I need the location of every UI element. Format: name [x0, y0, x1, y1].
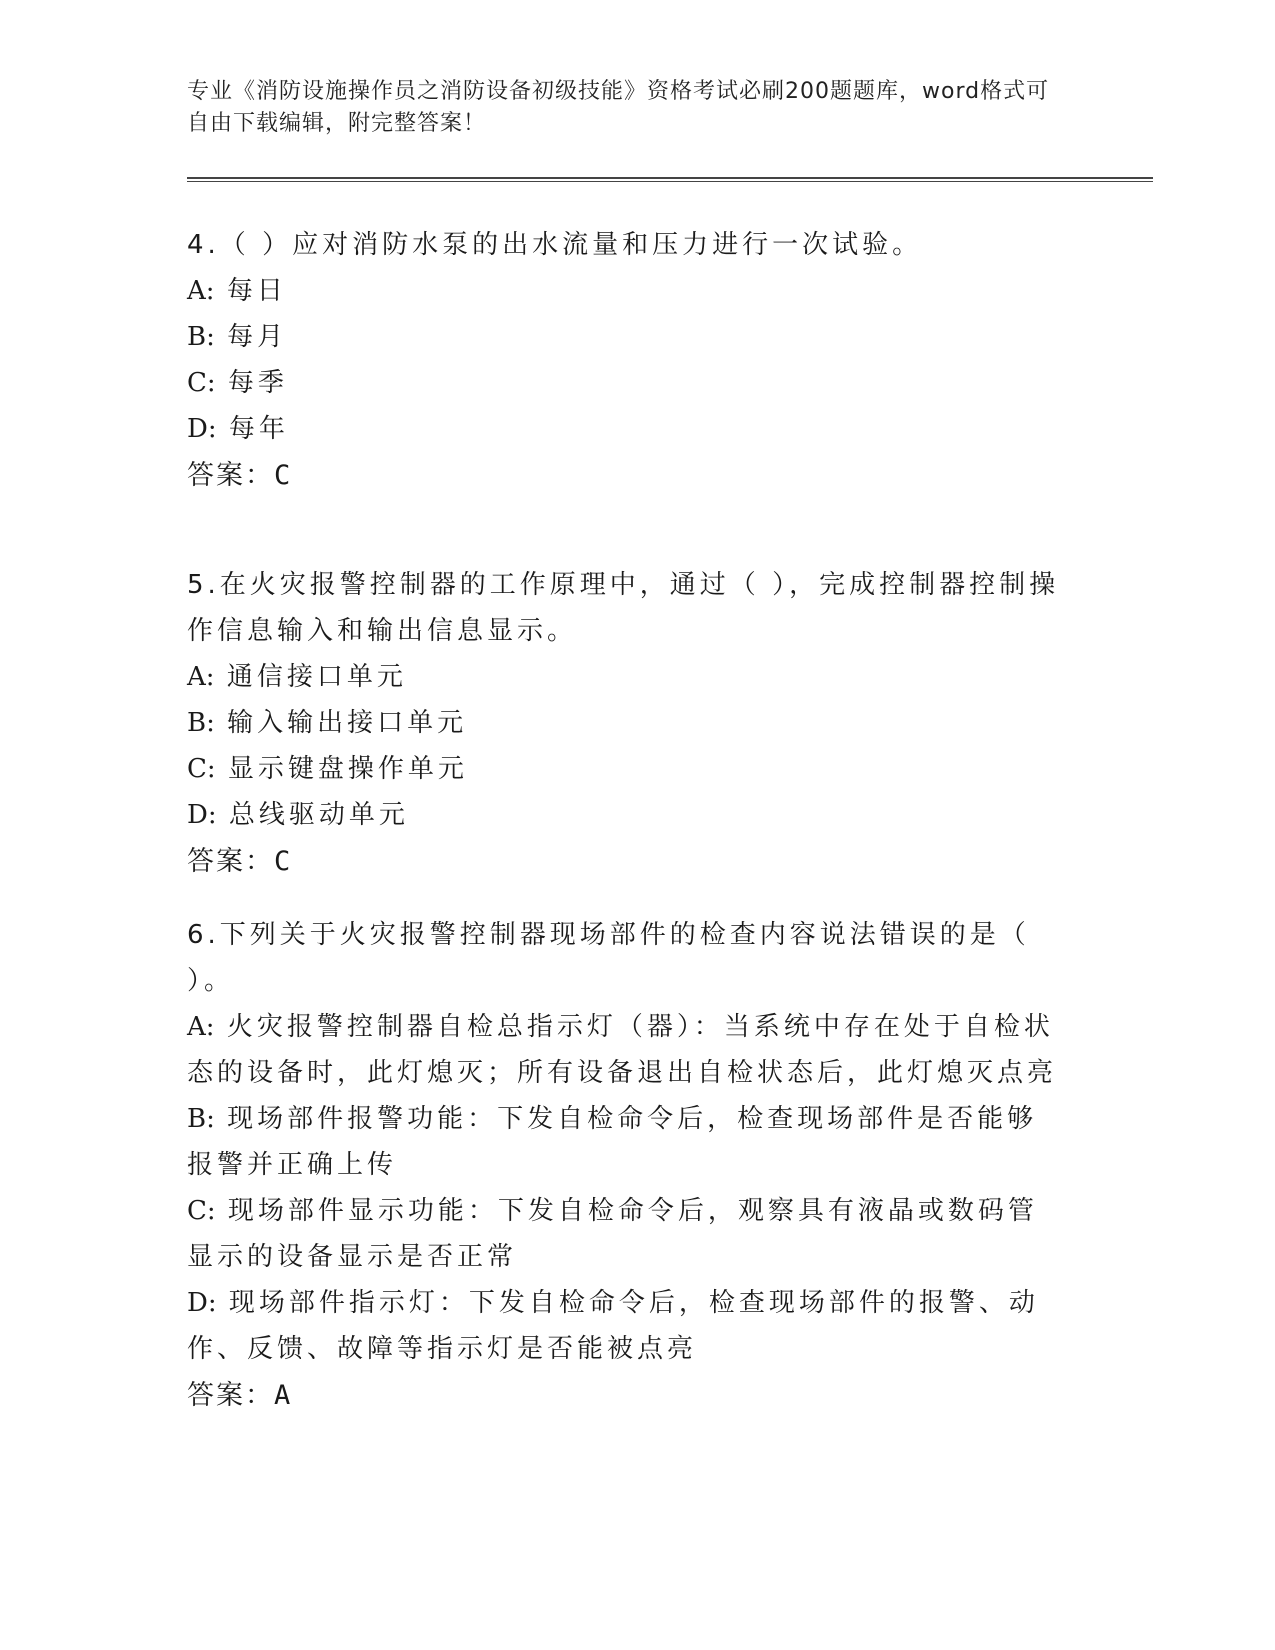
option-text: 现场部件指示灯：下发自检命令后，检查现场部件的报警、动作、反馈、故障等指示灯是否能被点亮 — [187, 1288, 1039, 1364]
option-text: 显示键盘操作单元 — [227, 754, 468, 784]
option-b — [187, 700, 1067, 746]
question-6 — [187, 912, 1067, 1419]
option-key: D: — [187, 1288, 217, 1318]
option-a — [187, 654, 1067, 700]
option-text: 通信接口单元 — [226, 662, 407, 692]
option-text: 每季 — [227, 368, 288, 398]
option-b — [187, 1096, 1067, 1188]
option-c — [187, 746, 1067, 792]
option-key: A: — [187, 662, 215, 692]
option-key: A: — [187, 276, 215, 306]
option-text: 输入输出接口单元 — [227, 708, 468, 738]
document-header: 专业《消防设施操作员之消防设备初级技能》资格考试必刷200题题库，word格式可自由下载编辑，附完整答案！ — [187, 79, 1050, 136]
option-c — [187, 360, 1067, 406]
option-d — [187, 406, 1067, 452]
header-divider-thin — [187, 181, 1153, 182]
option-text: 每日 — [226, 276, 287, 306]
question-stem: 4.（ ）应对消防水泵的出水流量和压力进行一次试验。 — [187, 230, 923, 260]
option-text: 现场部件显示功能：下发自检命令后，观察具有液晶或数码管显示的设备显示是否正常 — [187, 1196, 1038, 1272]
answer-value: C — [274, 846, 291, 877]
answer-label: 答案： — [187, 846, 274, 876]
question-stem: 5.在火灾报警控制器的工作原理中，通过（ ），完成控制器控制操作信息输入和输出信息显示。 — [187, 570, 1060, 646]
option-key: D: — [187, 414, 217, 444]
answer-value: A — [274, 1380, 291, 1411]
option-text: 每月 — [227, 322, 288, 352]
question-stem: 6.下列关于火灾报警控制器现场部件的检查内容说法错误的是（ ）。 — [187, 920, 1030, 996]
option-b — [187, 314, 1067, 360]
option-key: C: — [187, 754, 216, 784]
answer-label: 答案： — [187, 1380, 274, 1410]
option-text: 总线驱动单元 — [228, 800, 409, 830]
option-key: B: — [187, 322, 215, 352]
option-d — [187, 792, 1067, 838]
answer-line — [187, 1372, 1067, 1419]
answer-value: C — [274, 460, 291, 491]
option-c — [187, 1188, 1067, 1280]
option-key: C: — [187, 1196, 216, 1226]
answer-line — [187, 452, 1067, 499]
option-a — [187, 268, 1067, 314]
question-4 — [187, 222, 1067, 499]
option-key: B: — [187, 708, 215, 738]
option-text: 现场部件报警功能：下发自检命令后，检查现场部件是否能够报警并正确上传 — [187, 1104, 1038, 1180]
option-key: A: — [187, 1012, 215, 1042]
option-key: C: — [187, 368, 216, 398]
answer-line — [187, 838, 1067, 885]
option-d — [187, 1280, 1067, 1372]
option-key: B: — [187, 1104, 215, 1134]
header-divider-thick — [187, 177, 1153, 179]
option-text: 每年 — [228, 414, 289, 444]
answer-label: 答案： — [187, 460, 274, 490]
option-text: 火灾报警控制器自检总指示灯（器）：当系统中存在处于自检状态的设备时，此灯熄灭；所有设备退出自检状态后，此灯熄灭点亮 — [187, 1012, 1058, 1088]
question-5 — [187, 562, 1067, 885]
option-a — [187, 1004, 1067, 1096]
option-key: D: — [187, 800, 217, 830]
